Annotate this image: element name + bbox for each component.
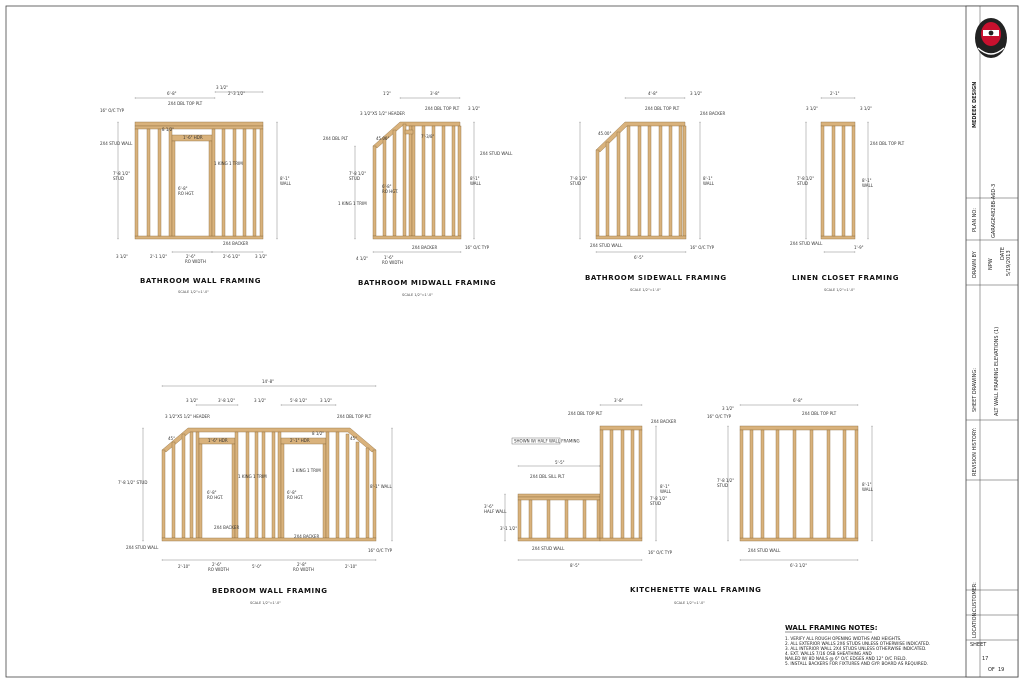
lc-dim-wall-val: 8'-1" xyxy=(862,178,872,183)
kw-label-sill-plt: 2X4 DBL SILL PLT xyxy=(530,474,565,479)
bm-label-angle: 45.00° xyxy=(376,136,390,141)
kw-label-16oc2: 16" O/C TYP xyxy=(707,414,732,419)
bm-label-king-trim: 1 KING 1 TRIM xyxy=(338,201,367,206)
kw-label-backer: 2X4 BACKER xyxy=(651,419,677,424)
kitchenette-right-wall-frame xyxy=(740,426,858,541)
bs-dim-wall-val: 8'-1" xyxy=(703,176,713,181)
linen-closet-scale: SCALE 1/2"=1'-0" xyxy=(824,288,855,292)
notes-heading: WALL FRAMING NOTES: xyxy=(785,624,878,632)
kw-dim-8-5: 8'-5" xyxy=(570,563,580,568)
bw-label-king-trim: 1 KING 1 TRIM xyxy=(214,161,243,166)
kw-label-16oc: 16" O/C TYP xyxy=(648,550,673,555)
bs-label-angle: 45.00° xyxy=(598,131,612,136)
bedroom-wall-scale: SCALE 1/2"=1'-0" xyxy=(250,601,281,605)
bs-dim-wall: WALL xyxy=(703,181,714,186)
kw-dim-half-wall: HALF WALL xyxy=(484,509,507,514)
bm-label-stud-wall: 2X4 STUD WALL xyxy=(480,151,513,156)
note-item: 5. INSTALL BACKERS FOR FIXTURES AND GYP. BOARD AS REQUIRED. xyxy=(785,661,929,666)
bm-label-top-plt: 2X4 DBL TOP PLT xyxy=(425,106,460,111)
bathroom-sidewall-frame xyxy=(596,122,686,239)
kw-dim-3-5: 3 1/2" xyxy=(722,406,735,411)
bs-label-stud-wall: 2X4 STUD WALL xyxy=(590,243,623,248)
sheet-drawing-label: SHEET DRAWING: xyxy=(972,368,978,412)
bd-label-king-trim-a: 1 KING 1 TRIM xyxy=(238,474,267,479)
bd-dim-8-5: 8 1/2" xyxy=(312,431,325,436)
bw-dim-2-6-5: 2'-6 1/2" xyxy=(223,254,241,259)
bathroom-midwall-elevation xyxy=(323,91,513,297)
bd-dim-ro-width-b: RO WIDTH xyxy=(293,567,314,572)
bd-dim-wall: 8'-1" WALL xyxy=(370,484,392,489)
bw-dim-ro-width: RO WIDTH xyxy=(185,259,206,264)
bathroom-wall-title: BATHROOM WALL FRAMING xyxy=(140,277,262,285)
lc-dim-3-5-right: 3 1/2" xyxy=(860,106,873,111)
bm-dim-ro-hgt-val: 6'-8" xyxy=(382,184,392,189)
bm-label-16oc: 16" O/C TYP xyxy=(465,245,490,250)
bm-label-backer: 2X4 BACKER xyxy=(412,245,438,250)
kw-dim-3-6: 3'-6" xyxy=(484,504,494,509)
bathroom-wall-elevation xyxy=(100,85,292,294)
bw-dim-3-5-right: 3 1/2" xyxy=(255,254,268,259)
bm-dim-7-3-8: 7'-3/8" xyxy=(421,134,435,139)
note-item: 1. VERIFY ALL ROUGH OPENING WIDTHS AND HEIGHTS. xyxy=(785,636,902,641)
customer-label: CUSTOMER: xyxy=(972,582,978,612)
bw-dim-3-5: 3 1/2" xyxy=(216,85,229,90)
bw-label-backer: 2X4 BACKER xyxy=(223,241,249,246)
bw-dim-stud-val: 7'-8 1/2" xyxy=(113,171,131,176)
kw-dim-wall-val: 8'-1" xyxy=(660,484,670,489)
kitchenette-half-wall-frame xyxy=(518,494,600,541)
bs-dim-3-5: 3 1/2" xyxy=(690,91,703,96)
bm-dim-ro-hgt: RO HGT. xyxy=(382,189,399,194)
bw-dim-ro-hgt-val: 6'-8" xyxy=(178,186,188,191)
revision-label: REVISION HISTORY: xyxy=(972,427,978,476)
kw-label-stud-wall: 2X4 STUD WALL xyxy=(532,546,565,551)
bw-dim-6-8: 6'-8" xyxy=(167,91,177,96)
bd-dim-5-0: 5'-0" xyxy=(252,564,262,569)
bd-dim-ro-hgt-b-val: 6'-8" xyxy=(287,490,297,495)
bd-dim-stud: 7'-8 1/2" STUD xyxy=(118,480,148,485)
bd-dim-3-5-c: 3 1/2" xyxy=(320,398,333,403)
bm-dim-wall: WALL xyxy=(470,181,481,186)
bm-label-header: 3 1/2"X5 1/2" HEADER xyxy=(360,111,405,116)
kw-dim-3-1-5: 3'-1 1/2" xyxy=(500,526,518,531)
bm-dim-1-2: 1'2" xyxy=(383,91,392,96)
kw-label-stud-wall2: 2X4 STUD WALL xyxy=(748,548,781,553)
note-item: 4. EXT. WALLS 7/16 OSB SHEATHING AND xyxy=(785,651,872,656)
bw-dim-2-6: 2'-6" xyxy=(186,254,196,259)
kw-dim-stud: STUD xyxy=(650,501,661,506)
kw-dim-5-5: 5'-5" xyxy=(555,460,565,465)
bd-label-16oc: 16" O/C TYP xyxy=(368,548,393,553)
company-logo-icon xyxy=(975,18,1007,58)
lc-dim-2-1: 2'-1" xyxy=(830,91,840,96)
sheet-label: SHEET xyxy=(970,642,987,648)
bd-dim-2-8: 2'-8" xyxy=(297,562,307,567)
bd-dim-hdr-a: 1'-6" HDR xyxy=(208,438,228,443)
sheet-number: 17 xyxy=(982,656,989,662)
bm-label-dbl-plt: 2X4 DBL PLT xyxy=(323,136,348,141)
bm-dim-wall-val: 8'-1" xyxy=(470,176,480,181)
bw-dim-hdr: 1'-6" HDR xyxy=(183,135,203,140)
lc-dim-1-9: 1'-9" xyxy=(854,245,864,250)
kw-dim-wall2-val: 8'-1" xyxy=(862,482,872,487)
linen-closet-elevation xyxy=(790,91,905,292)
bw-label-16oc: 16" O/C TYP xyxy=(100,108,125,113)
title-block xyxy=(966,6,1018,677)
bedroom-wall-title: BEDROOM WALL FRAMING xyxy=(212,587,328,595)
linen-closet-frame xyxy=(821,122,855,239)
project-number: GARAGE4828B-A6D-3 xyxy=(991,183,997,238)
bathroom-sidewall-elevation xyxy=(570,91,727,292)
kw-dim-wall2: WALL xyxy=(862,487,873,492)
kw-label-top-plt: 2X4 DBL TOP PLT xyxy=(568,411,603,416)
bd-label-king-trim-b: 1 KING 1 TRIM xyxy=(292,468,321,473)
bathroom-midwall-title: BATHROOM MIDWALL FRAMING xyxy=(358,279,497,287)
bw-dim-8-5: 8 1/2" xyxy=(162,127,175,132)
kw-dim-6-3-5: 6'-3 1/2" xyxy=(790,563,808,568)
date-label: DATE xyxy=(1000,246,1006,260)
bw-dim-wall-val: 8'-1" xyxy=(280,176,290,181)
bw-dim-wall: WALL xyxy=(280,181,291,186)
bedroom-wall-elevation xyxy=(118,379,393,605)
bm-dim-ro-width: RO WIDTH xyxy=(382,260,403,265)
bd-dim-3-8-5: 3'-8 1/2" xyxy=(218,398,236,403)
bd-dim-3-5-a: 3 1/2" xyxy=(186,398,199,403)
kw-label-note: SHOWN W/ HALF WALL FRAMING xyxy=(514,438,580,444)
bd-label-header: 3 1/2"X5 1/2" HEADER xyxy=(165,414,210,419)
bw-dim-2-1-5: 2'-1 1/2" xyxy=(150,254,168,259)
kw-dim-wall: WALL xyxy=(660,489,671,494)
bm-dim-stud-val: 7'-8 1/2" xyxy=(349,171,367,176)
bd-dim-ro-width-a: RO WIDTH xyxy=(208,567,229,572)
bw-label-top-plt: 2X4 DBL TOP PLT xyxy=(168,101,203,106)
bd-label-backer-b: 2X4 BACKER xyxy=(294,534,320,539)
plan-label: PLAN NO: xyxy=(972,208,978,232)
linen-closet-title: LINEN CLOSET FRAMING xyxy=(792,274,900,282)
date: 5/19/2013 xyxy=(1006,250,1012,276)
bw-dim-2-3-5: 2'-3 1/2" xyxy=(228,91,246,96)
kw-label-top-plt2: 2X4 DBL TOP PLT xyxy=(802,411,837,416)
bw-dim-3-5-left: 3 1/2" xyxy=(116,254,129,259)
bd-dim-2-10-b: 2'-10" xyxy=(345,564,358,569)
lc-dim-wall: WALL xyxy=(862,183,873,188)
kw-dim-stud2-val: 7'-8 1/2" xyxy=(717,478,735,483)
kitchenette-wall-title: KITCHENETTE WALL FRAMING xyxy=(630,586,762,594)
lc-dim-3-5-left: 3 1/2" xyxy=(806,106,819,111)
bs-label-16oc: 16" O/C TYP xyxy=(690,245,715,250)
kw-dim-6-8: 6'-8" xyxy=(793,398,803,403)
kw-dim-stud2: STUD xyxy=(717,483,728,488)
bd-label-top-plt: 2X4 DBL TOP PLT xyxy=(337,414,372,419)
bs-dim-stud-val: 7'-8 1/2" xyxy=(570,176,588,181)
drawn-by: NPW xyxy=(988,258,994,270)
wall-framing-notes xyxy=(785,624,930,666)
bs-label-backer: 2X4 BACKER xyxy=(700,111,726,116)
bd-label-angle-b: 45° xyxy=(350,436,358,441)
bathroom-midwall-scale: SCALE 1/2"=1'-0" xyxy=(402,293,433,297)
bm-dim-stud: STUD xyxy=(349,176,360,181)
bs-label-top-plt: 2X4 DBL TOP PLT xyxy=(645,106,680,111)
drawn-by-label: DRAWN BY xyxy=(972,251,978,278)
lc-dim-stud-val: 7'-8 1/2" xyxy=(797,176,815,181)
bs-dim-6-5: 6'-5" xyxy=(634,255,644,260)
bm-dim-4-5: 4 1/2" xyxy=(356,256,369,261)
lc-label-stud-wall: 2X4 STUD WALL xyxy=(790,241,823,246)
location-label: LOCATION: xyxy=(972,611,978,638)
bd-dim-14-8: 14'-8" xyxy=(262,379,275,384)
bd-dim-2-6: 2'-6" xyxy=(212,562,222,567)
note-item: 3. ALL INTERIOR WALL 2X4 STUDS UNLESS OTHERWISE INDICATED. xyxy=(785,646,927,651)
kitchenette-wall-elevation xyxy=(484,398,874,605)
bd-dim-ro-hgt-a-val: 6'-8" xyxy=(207,490,217,495)
bathroom-sidewall-scale: SCALE 1/2"=1'-0" xyxy=(630,288,661,292)
bd-dim-ro-hgt-a: RO HGT. xyxy=(207,495,224,500)
bd-dim-3-5-b: 3 1/2" xyxy=(254,398,267,403)
bs-dim-4-8: 4'-8" xyxy=(648,91,658,96)
bathroom-wall-scale: SCALE 1/2"=1'-0" xyxy=(178,290,209,294)
total-sheets: 19 xyxy=(998,667,1005,673)
bd-dim-hdr-b: 2'-1" HDR xyxy=(290,438,310,443)
kw-dim-stud-val: 7'-8 1/2" xyxy=(650,496,668,501)
bw-dim-ro-hgt: RO HGT. xyxy=(178,191,195,196)
bathroom-sidewall-title: BATHROOM SIDEWALL FRAMING xyxy=(585,274,727,282)
note-item: NAILED W/ 8D NAILS @ 6" O/C EDGES AND 12" O/C FIELD. xyxy=(785,656,907,661)
bs-dim-stud: STUD xyxy=(570,181,581,186)
bw-dim-stud: STUD xyxy=(113,176,124,181)
kitchenette-wall-scale: SCALE 1/2"=1'-0" xyxy=(674,601,705,605)
note-item: 2. ALL EXTERIOR WALLS 2X6 STUDS UNLESS OTHERWISE INDICATED. xyxy=(785,641,931,646)
bd-label-stud-wall: 2X4 STUD WALL xyxy=(126,545,159,550)
kw-dim-3-8: 3'-8" xyxy=(614,398,624,403)
bd-dim-5-8-5: 5'-8 1/2" xyxy=(290,398,308,403)
bd-label-backer-a: 2X4 BACKER xyxy=(214,525,240,530)
of-label: OF xyxy=(988,667,995,673)
sheet-title: ALT WALL FRAMING ELEVATIONS (1) xyxy=(994,326,1000,416)
bd-dim-ro-hgt-b: RO HGT. xyxy=(287,495,304,500)
lc-dim-stud: STUD xyxy=(797,181,808,186)
bw-label-stud-wall: 2X4 STUD WALL xyxy=(100,141,133,146)
bd-label-angle-a: 45° xyxy=(168,436,176,441)
bedroom-wall-frame xyxy=(162,428,376,541)
lc-label-top-plt: 2X4 DBL TOP PLT xyxy=(870,141,905,146)
kitchenette-full-wall-frame xyxy=(600,426,642,541)
bd-dim-2-10-a: 2'-10" xyxy=(178,564,191,569)
bm-dim-1-6: 1'-6" xyxy=(384,255,394,260)
company-name: MEDEEK DESIGN xyxy=(972,81,978,128)
bm-dim-3-5: 3 1/2" xyxy=(468,106,481,111)
bm-dim-3-8: 3'-8" xyxy=(430,91,440,96)
